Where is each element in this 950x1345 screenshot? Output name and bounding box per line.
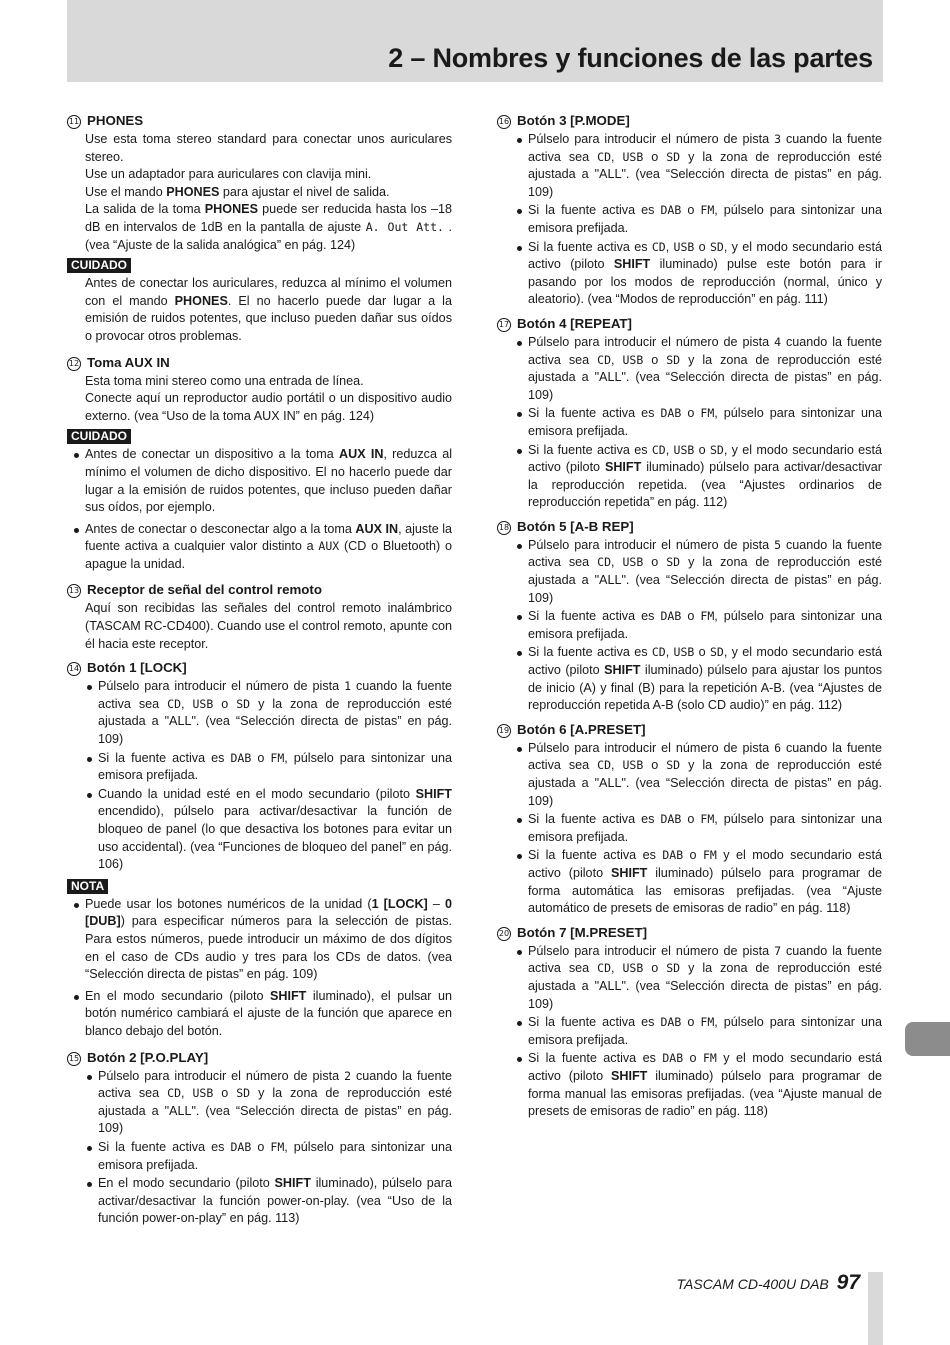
text: Púlselo para introducir el número de pista (98, 679, 345, 694)
section-heading (67, 659, 452, 677)
note-list (67, 896, 452, 1041)
text: – (427, 896, 445, 911)
section-heading (67, 112, 452, 130)
display-text: USB (192, 696, 214, 711)
paragraph: Use esta toma stereo standard para conectar unos auriculares stereo. (85, 132, 452, 164)
text: Púlselo para introducir el número de pista (528, 943, 775, 958)
display-text: CD (597, 961, 612, 976)
bold-text: SHIFT (269, 988, 307, 1003)
list-item (515, 811, 882, 846)
item-number-icon: 14 (67, 662, 81, 676)
text: y el modo secundario está activo (piloto (528, 1051, 882, 1083)
display-text: SD (666, 758, 681, 773)
section-title: Botón 4 [REPEAT] (517, 315, 632, 331)
item-number-icon: 17 (497, 318, 511, 332)
display-text: USB (622, 149, 644, 164)
text: y la zona de reproducción esté ajustada a "ALL". (vea “Selección directa de pistas” en pág. 109) (98, 1086, 452, 1136)
right-column (497, 112, 882, 1127)
text: Si la fuente activa es (98, 750, 231, 765)
text: , (611, 149, 623, 164)
text: o (643, 961, 667, 976)
caution-list (67, 446, 452, 573)
text: Si la fuente activa es (528, 442, 652, 457)
text: puede ser reducida hasta los –18 dB en intervalos de 1dB en la pantalla de ajuste (85, 202, 452, 234)
bold-text: PHONES (174, 293, 228, 308)
text: , (611, 555, 623, 570)
text: o (681, 812, 701, 827)
section-body (67, 131, 452, 254)
list-item (515, 608, 882, 643)
text: Si la fuente activa es (528, 645, 652, 660)
text: Si la fuente activa es (528, 239, 652, 254)
display-text: SD (709, 442, 724, 457)
item-number-icon: 16 (497, 115, 511, 129)
text: , (611, 758, 623, 773)
text: , (181, 696, 193, 711)
bold-text: 1 [LOCK] (371, 896, 428, 911)
text: Si la fuente activa es (528, 812, 661, 827)
display-text: DAB (660, 812, 682, 827)
display-text: CD (597, 352, 612, 367)
list-item (515, 1014, 882, 1049)
section-heading (497, 315, 882, 333)
display-text: AUX (318, 539, 340, 554)
list-item (515, 405, 882, 440)
text: , ajuste la fuente activa a cualquier valor distinto a (85, 521, 453, 554)
paragraph (85, 275, 452, 345)
text: , púlselo para sintonizar una emisora prefijada. (528, 203, 882, 235)
display-text: 5 (774, 537, 781, 552)
text: o (643, 758, 667, 773)
text: Use el mando (85, 184, 167, 199)
text: para ajustar el nivel de salida. (219, 184, 390, 199)
text: y el modo secundario está activo (piloto (528, 848, 882, 880)
list-item (515, 537, 882, 607)
list-item (515, 131, 882, 201)
text: Púlselo para introducir el número de pista (528, 740, 775, 755)
bold-text: SHIFT (274, 1176, 311, 1191)
section-title: Botón 7 [M.PRESET] (517, 924, 648, 940)
caution-tag: CUIDADO (67, 258, 131, 273)
section-body (67, 600, 452, 653)
paragraph: Esta toma mini stereo como una entrada de línea. (85, 373, 364, 388)
text: iluminado) púlselo para programar de forma automática las emisoras prefijadas. (vea “Ajuste automático de presets de emisoras de radio” en pág. 118) (528, 865, 883, 916)
section-remote-receiver (67, 581, 452, 653)
bold-text: AUX IN (339, 447, 384, 462)
footer-brand: TASCAM (676, 1276, 734, 1292)
section-title: PHONES (87, 113, 144, 128)
text: o (694, 645, 710, 660)
list-item (85, 750, 452, 785)
list-item (71, 896, 452, 984)
list-item (515, 202, 882, 237)
text: . (vea “Ajuste de la salida analógica” en pág. 124) (85, 219, 452, 252)
item-number-icon: 11 (67, 115, 81, 129)
display-text: FM (270, 750, 285, 765)
display-text: FM (700, 1015, 715, 1030)
header-band (67, 0, 883, 82)
text: o (694, 442, 710, 457)
display-text: CD (167, 696, 182, 711)
text: o (213, 696, 237, 711)
text: o (251, 750, 271, 765)
bold-text: SHIFT (610, 1068, 648, 1083)
item-number-icon: 19 (497, 724, 511, 738)
list-item (515, 334, 882, 404)
section-title: Receptor de señal del control remoto (87, 582, 322, 598)
display-text: USB (622, 555, 644, 570)
chapter-side-tab (905, 1022, 950, 1056)
text: o (681, 1015, 701, 1030)
display-text: USB (673, 239, 695, 254)
paragraph (85, 184, 452, 202)
display-text: DAB (660, 1015, 682, 1030)
text: (CD o Bluetooth) o apague la unidad. (85, 539, 452, 571)
section-button-4 (497, 315, 882, 512)
text: Púlselo para introducir el número de pista (98, 1068, 345, 1083)
text: o (681, 609, 701, 624)
text: , (665, 645, 674, 660)
section-title: Botón 3 [P.MODE] (517, 113, 630, 128)
section-heading (497, 518, 882, 536)
display-text: DAB (230, 750, 252, 765)
bold-text: PHONES (204, 202, 258, 217)
text: Si la fuente activa es (528, 1015, 661, 1030)
text: o (683, 848, 703, 863)
text: y la zona de reproducción esté ajustada a "ALL". (vea “Selección directa de pistas” en pág. 109) (528, 555, 882, 605)
list-item (515, 740, 882, 810)
text: o (213, 1086, 237, 1101)
display-text: CD (597, 758, 612, 773)
text: , púlselo para sintonizar una emisora prefijada. (528, 406, 882, 438)
bullet-list (67, 678, 452, 874)
caution-tag: CUIDADO (67, 429, 131, 444)
paragraph (85, 201, 452, 254)
display-text: FM (700, 406, 715, 421)
display-text: USB (673, 645, 695, 660)
text: Si la fuente activa es (528, 203, 661, 218)
display-text: SD (236, 696, 251, 711)
section-button-3 (497, 112, 882, 309)
section-aux-in (67, 354, 452, 574)
display-text: FM (702, 848, 717, 863)
bold-text: PHONES (166, 184, 220, 199)
text: Antes de conectar o desconectar algo a la toma (85, 521, 356, 536)
display-text: DAB (662, 1051, 684, 1066)
display-text: CD (597, 149, 612, 164)
text: Si la fuente activa es (528, 609, 661, 624)
left-column (67, 112, 452, 1234)
footer-bar (868, 1272, 883, 1345)
text: o (681, 203, 701, 218)
item-number-icon: 12 (67, 357, 81, 371)
display-text: CD (167, 1086, 182, 1101)
text: o (643, 149, 667, 164)
page-footer (677, 1271, 860, 1295)
text: ) para especificar números para la selección de pistas. Para estos números, puede introducir un máximo de dos dígitos en el caso de CDs audio y tres para los CDs de datos. (vea “Selección directa de pistas” en pág. 109) (85, 914, 452, 982)
text: iluminado) púlselo para programar de forma manual las emisoras prefijadas. (vea “Ajuste manual de presets de emisoras de radio” en pág. 118) (528, 1068, 883, 1119)
text: Antes de conectar un dispositivo a la toma (85, 447, 339, 462)
list-item (515, 1050, 882, 1120)
paragraph: Conecte aquí un reproductor audio portátil o un dispositivo audio externo. (vea “Uso de la toma AUX IN” en pág. 124) (85, 391, 452, 423)
text: Si la fuente activa es (528, 848, 663, 863)
section-heading (67, 581, 452, 599)
text: , y el modo secundario está activo (piloto (528, 442, 882, 475)
section-heading (497, 721, 882, 739)
item-number-icon: 20 (497, 927, 511, 941)
section-button-6 (497, 721, 882, 918)
bullet-list (497, 740, 882, 918)
text: En el modo secundario (piloto (85, 988, 270, 1003)
text: , (611, 352, 623, 367)
list-item (71, 446, 452, 516)
display-text: USB (192, 1086, 214, 1101)
text: o (683, 1051, 703, 1066)
text: , púlselo para sintonizar una emisora prefijada. (98, 750, 452, 783)
display-text: SD (666, 555, 681, 570)
footer-model: CD-400U DAB (737, 1276, 829, 1292)
text: , (665, 239, 674, 254)
text: Antes de conectar los auriculares, reduzca al mínimo el volumen con el mando (85, 276, 452, 308)
text: y la zona de reproducción esté ajustada a "ALL". (vea “Selección directa de pistas” en pág. 109) (528, 758, 882, 808)
section-button-2 (67, 1049, 452, 1228)
display-text: USB (622, 961, 644, 976)
text: , púlselo para sintonizar una emisora prefijada. (528, 1015, 882, 1047)
display-text: DAB (230, 1139, 252, 1154)
display-text: DAB (662, 848, 684, 863)
text: La salida de la toma (85, 202, 205, 217)
text: cuando la fuente activa sea (98, 1068, 452, 1101)
display-text: CD (651, 239, 666, 254)
section-button-1 (67, 659, 452, 1040)
bullet-list (67, 1068, 452, 1228)
section-title: Botón 6 [A.PRESET] (517, 721, 646, 737)
text: , (665, 442, 674, 457)
display-text: USB (622, 352, 644, 367)
bullet-list (497, 131, 882, 309)
display-text: SD (709, 239, 724, 254)
section-button-5 (497, 518, 882, 715)
text: , reduzca al mínimo el volumen de dicho dispositivo. El no hacerlo puede dar lugar a la emisión de ruidos potentes, que incluso pueden dañar sus oídos, por ejemplo. (85, 447, 452, 515)
text: , (611, 961, 623, 976)
list-item (85, 1175, 452, 1228)
section-title: Toma AUX IN (87, 354, 170, 370)
list-item (515, 239, 882, 309)
item-number-icon: 18 (497, 521, 511, 535)
text: cuando la fuente activa sea (528, 132, 882, 164)
section-heading (67, 1049, 452, 1067)
section-title: Botón 2 [P.O.PLAY] (87, 1049, 209, 1065)
text: cuando la fuente activa sea (528, 943, 882, 976)
text: Si la fuente activa es (528, 406, 661, 421)
display-text: CD (597, 555, 612, 570)
section-title: Botón 1 [LOCK] (87, 660, 187, 676)
display-text: USB (673, 442, 695, 457)
text: Púlselo para introducir el número de pista (528, 132, 775, 146)
bullet-list (497, 334, 882, 512)
section-heading (497, 924, 882, 942)
display-text: CD (651, 645, 666, 660)
display-text: SD (709, 645, 724, 660)
page-number: 97 (836, 1271, 860, 1294)
paragraph: Use un adaptador para auriculares con clavija mini. (85, 167, 372, 182)
text: y la zona de reproducción esté ajustada a "ALL". (vea “Selección directa de pistas” en pág. 109) (528, 352, 882, 402)
display-text: 2 (344, 1068, 351, 1083)
bold-text: SHIFT (610, 865, 648, 880)
bold-text: SHIFT (604, 663, 641, 678)
text: . El no hacerlo puede dar lugar a la emisión de ruidos potentes, que incluso pueden dañar sus oídos o provocar otros problemas. (85, 293, 452, 343)
text: iluminado), el pulsar un botón numérico cambiará el ajuste de la función que aparece en blanco debajo del botón. (85, 988, 452, 1038)
list-item (85, 1139, 452, 1174)
item-number-icon: 13 (67, 584, 81, 598)
display-text: FM (700, 812, 715, 827)
text: En el modo secundario (piloto (98, 1176, 275, 1191)
note-tag: NOTA (67, 879, 108, 894)
list-item (515, 943, 882, 1013)
text: Púlselo para introducir el número de pista (528, 537, 775, 552)
section-title: Botón 5 [A-B REP] (517, 518, 634, 534)
text: , y el modo secundario está activo (piloto (528, 239, 882, 272)
text: iluminado) púlselo para activar/desactivar la reproducción repetida. (vea “Ajustes ordinarios de reproducción repetida” en pág. 112) (528, 460, 882, 510)
text: y la zona de reproducción esté ajustada a "ALL". (vea “Selección directa de pistas” en pág. 109) (528, 961, 882, 1011)
section-phones (67, 112, 452, 346)
display-text: A. Out Att. (365, 219, 444, 234)
display-text: DAB (660, 406, 682, 421)
display-text: SD (666, 352, 681, 367)
list-item (515, 644, 882, 714)
display-text: SD (666, 149, 681, 164)
text: iluminado) púlselo para ajustar los puntos de inicio (A) y final (B) para la repetición A-B. (vea “Ajustes de reproducción repetida A-B (solo CD audio)” en pág. 112) (528, 663, 882, 713)
text: iluminado), púlselo para activar/desactivar la función power-on-play. (vea “Uso de la función power-on-play” en pág. 113) (98, 1176, 452, 1226)
section-button-7 (497, 924, 882, 1121)
text: encendido), púlselo para activar/desactivar la función de bloqueo de panel (lo que desactiva los botones para evitar un uso accidental). (vea “Funciones de bloqueo del panel” en pág. 106) (98, 804, 452, 872)
display-text: DAB (660, 203, 682, 218)
display-text: 4 (774, 334, 781, 349)
display-text: FM (702, 1051, 717, 1066)
display-text: 1 (344, 679, 351, 694)
display-text: FM (700, 203, 715, 218)
display-text: FM (270, 1139, 285, 1154)
text: Cuando la unidad esté en el modo secundario (piloto (98, 786, 416, 801)
bold-text: SHIFT (415, 786, 452, 801)
section-heading (497, 112, 882, 130)
text: Si la fuente activa es (98, 1139, 231, 1154)
text: Púlselo para introducir el número de pista (528, 334, 775, 349)
section-heading (67, 354, 452, 372)
bold-text: SHIFT (604, 460, 642, 475)
text: o (643, 555, 667, 570)
section-body (67, 373, 452, 426)
text: , y el modo secundario está activo (piloto (528, 645, 882, 678)
page-title: 2 – Nombres y funciones de las partes (388, 43, 873, 73)
list-item (85, 786, 452, 874)
list-item (85, 1068, 452, 1138)
display-text: SD (666, 961, 681, 976)
text: , púlselo para sintonizar una emisora prefijada. (98, 1139, 452, 1172)
list-item (515, 442, 882, 512)
text: o (694, 239, 710, 254)
text: y la zona de reproducción esté ajustada a "ALL". (vea “Selección directa de pistas” en pág. 109) (98, 696, 452, 747)
text: cuando la fuente activa sea (528, 740, 882, 773)
text: cuando la fuente activa sea (528, 537, 882, 570)
text: y la zona de reproducción esté ajustada a "ALL". (vea “Selección directa de pistas” en pág. 109) (528, 149, 882, 199)
paragraph: Aquí son recibidas las señales del control remoto inalámbrico (TASCAM RC-CD400). Cuando use el control remoto, apunte con él hacia este receptor. (85, 601, 452, 651)
caution-body (67, 275, 452, 345)
text: , púlselo para sintonizar una emisora prefijada. (528, 609, 882, 641)
text: Si la fuente activa es (528, 1051, 663, 1066)
display-text: CD (651, 442, 666, 457)
display-text: USB (622, 758, 644, 773)
text: cuando la fuente activa sea (528, 334, 882, 367)
list-item (71, 521, 452, 574)
text: , púlselo para sintonizar una emisora prefijada. (528, 812, 882, 844)
text: o (643, 352, 667, 367)
display-text: 6 (774, 740, 781, 755)
bullet-list (497, 943, 882, 1121)
text: o (251, 1139, 271, 1154)
bullet-list (497, 537, 882, 715)
text: Puede usar los botones numéricos de la unidad ( (85, 896, 372, 911)
display-text: 3 (774, 132, 781, 146)
display-text: 7 (774, 943, 781, 958)
text: , (181, 1086, 193, 1101)
list-item (71, 988, 452, 1041)
display-text: SD (236, 1086, 251, 1101)
display-text: DAB (660, 609, 682, 624)
display-text: FM (700, 609, 715, 624)
list-item (85, 678, 452, 748)
list-item (515, 847, 882, 917)
text: cuando la fuente activa sea (98, 679, 452, 711)
bold-text: SHIFT (613, 257, 651, 272)
bold-text: 0 [DUB] (85, 896, 452, 929)
item-number-icon: 15 (67, 1052, 81, 1066)
text: iluminado) pulse este botón para ir pasando por los modos de reproducción (normal, único y aleatorio). (vea “Modos de reproducción” en pág. 111) (528, 257, 882, 307)
bold-text: AUX IN (355, 521, 399, 536)
text: o (681, 406, 701, 421)
